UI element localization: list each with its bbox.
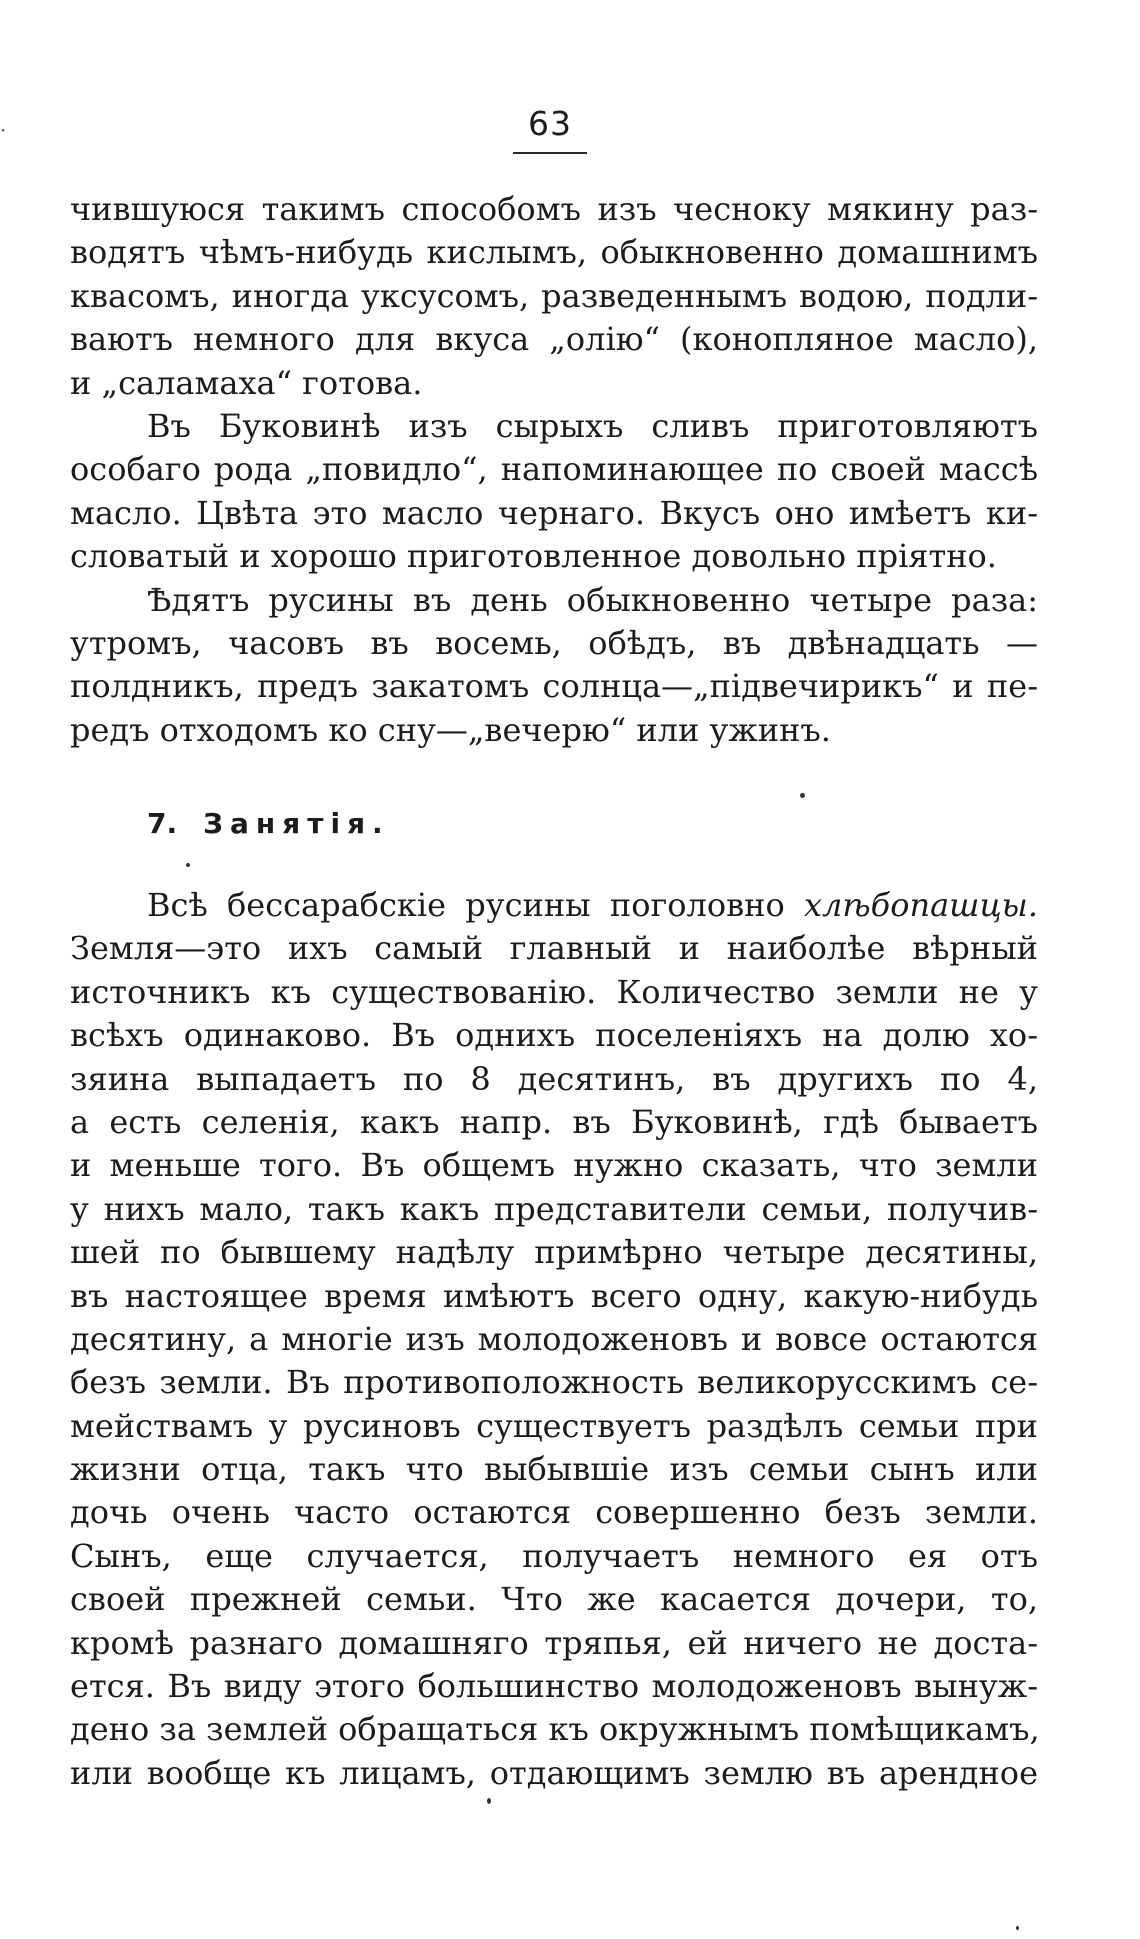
first-line-italic: хлѣбопашцы. [804, 886, 1039, 924]
page-number-rule [513, 152, 587, 154]
text-line: Ѣдятъ русины въ день обыкновенно четыре раза: [147, 580, 1038, 619]
first-line-lead: Всѣ бессарабскіе русины поголовно [147, 886, 785, 924]
text-line: безъ земли. Въ противоположность великорусскимъ се- [70, 1363, 1038, 1402]
text-line: Земля—это ихъ самый главный и наиболѣе вѣрный [70, 929, 1038, 968]
section-number: 7. [147, 807, 178, 840]
text-line: дочь очень часто остаются совершенно безъ земли. [70, 1493, 1038, 1532]
section-heading [147, 807, 390, 840]
text-line: своей прежней семьи. Что же касается дочери, то, [70, 1580, 1038, 1619]
text-line: кромѣ разнаго домашняго тряпья, ей ничего не доста- [70, 1623, 1038, 1662]
scan-edge-mark: · [0, 118, 7, 142]
text-line: водятъ чѣмъ-нибудь кислымъ, обыкновенно домашнимъ [70, 233, 1038, 272]
text-line: квасомъ, иногда уксусомъ, разведеннымъ водою, подли- [70, 276, 1038, 315]
text-line: мействамъ у русиновъ существуетъ раздѣлъ семьи при [70, 1406, 1038, 1445]
text-line: полдникъ, предъ закатомъ солнца—„підвечирикъ“ и пе- [70, 667, 1038, 706]
text-block-food [70, 188, 1038, 752]
text-line: у нихъ мало, такъ какъ представители семьи, получив- [70, 1189, 1038, 1228]
text-line: масло. Цвѣта это масло чернаго. Вкусъ оно имѣетъ ки- [70, 493, 1038, 532]
text-line-first [70, 884, 1038, 927]
print-speck [1016, 1926, 1019, 1930]
text-line: источникъ къ существованію. Количество земли не у [70, 972, 1038, 1011]
text-line: и „саламаха“ готова. [70, 363, 423, 402]
text-line: Сынъ, еще случается, получаетъ немного ея отъ [70, 1536, 1038, 1575]
text-line: ваютъ немного для вкуса „олію“ (конопляное масло), [70, 320, 1038, 359]
print-speck [487, 1798, 491, 1804]
page-number: 63 [528, 104, 572, 143]
print-speck [186, 863, 190, 867]
text-line: Въ Буковинѣ изъ сырыхъ сливъ приготовляютъ [147, 406, 1038, 445]
section-title: Занятія. [203, 807, 390, 840]
text-line: десятину, а многіе изъ молодоженовъ и вовсе остаются [70, 1319, 1038, 1358]
text-line: въ настоящее время имѣютъ всего одну, какую-нибудь [70, 1276, 1038, 1315]
text-line: а есть селенія, какъ напр. въ Буковинѣ, гдѣ бываетъ [70, 1102, 1038, 1141]
text-line: всѣхъ одинаково. Въ однихъ поселеніяхъ на долю хо- [70, 1016, 1038, 1055]
text-line: ется. Въ виду этого большинство молодоженовъ вынуж- [70, 1667, 1038, 1706]
text-line: шей по бывшему надѣлу примѣрно четыре десятины, [70, 1233, 1038, 1272]
text-line: или вообще къ лицамъ, отдающимъ землю въ арендное [70, 1753, 1038, 1792]
text-line: жизни отца, такъ что выбывшіе изъ семьи сынъ или [70, 1450, 1038, 1489]
text-line: чившуюся такимъ способомъ изъ чесноку мякину раз- [70, 190, 1038, 228]
text-line: зяина выпадаетъ по 8 десятинъ, въ другихъ по 4, [70, 1059, 1038, 1098]
text-line: редъ отходомъ ко сну—„вечерю“ или ужинъ. [70, 710, 831, 749]
text-line: и меньше того. Въ общемъ нужно сказать, что земли [70, 1146, 1038, 1185]
text-line: словатый и хорошо приготовленное довольно пріятно. [70, 537, 997, 576]
text-block-occupations [70, 884, 1038, 1795]
print-speck [800, 793, 805, 798]
text-line: утромъ, часовъ въ восемь, обѣдъ, въ двѣнадцать — [70, 623, 1038, 662]
text-line: особаго рода „повидло“, напоминающее по своей массѣ [70, 450, 1038, 489]
text-line: дено за землей обращаться къ окружнымъ помѣщикамъ, [70, 1710, 1040, 1749]
